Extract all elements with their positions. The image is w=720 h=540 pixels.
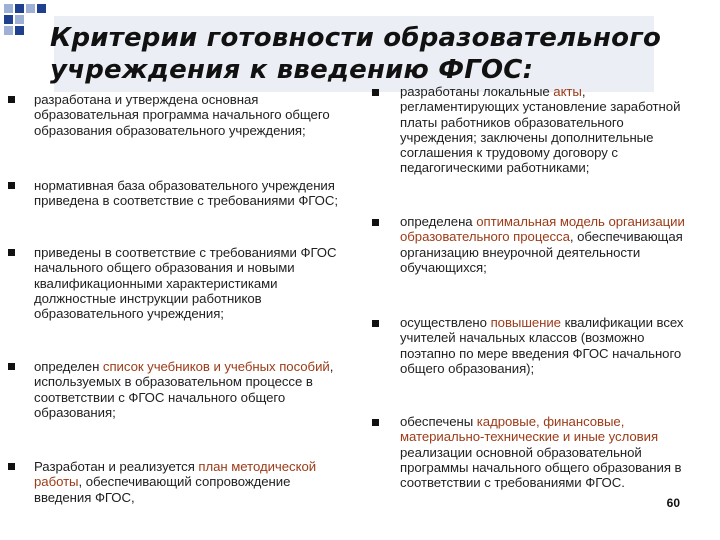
text-fragment: , регламентирующих установление заработной платы работников образовательного учреждения; заключены дополнительные соглашения к трудовому договору с педагогическими работниками;: [400, 84, 681, 176]
bullet-icon: [372, 219, 379, 226]
highlighted-phrase: кадровые, финансовые, материально-технические и иные условия: [400, 414, 659, 445]
bullet-icon: [372, 419, 379, 426]
title-line-2: учреждения к введению ФГОС:: [50, 55, 534, 85]
page-number: 60: [666, 496, 680, 510]
highlighted-phrase: повышение: [490, 315, 561, 330]
text-fragment: квалификации всех учителей начальных классов (возможно поэтапно по мере введения ФГОС начального общего образования);: [400, 315, 684, 376]
list-item-text: [400, 414, 692, 490]
bullet-icon: [8, 182, 15, 189]
bullet-icon: [372, 89, 379, 96]
list-item-text: [34, 359, 348, 420]
text-fragment: реализации основной образовательной программы начального общего образования в соответствии с требованиями ФГОС.: [400, 444, 682, 491]
list-item-text: [34, 459, 348, 505]
text-fragment: Разработан и реализуется: [34, 459, 199, 474]
list-item-text: [34, 92, 348, 138]
bullet-icon: [372, 320, 379, 327]
bullet-icon: [8, 96, 15, 103]
list-item-text: [400, 315, 692, 376]
text-fragment: , используемых в образовательном процессе в соответствии с ФГОС начального общего образования;: [34, 359, 334, 420]
text-fragment: определен: [34, 359, 103, 374]
bullet-icon: [8, 249, 15, 256]
highlighted-phrase: оптимальная модель организации образовательного процесса: [400, 214, 685, 245]
text-fragment: обеспечены: [400, 414, 477, 429]
highlighted-phrase: список учебников и учебных пособий: [102, 359, 330, 374]
slide-title: [34, 14, 674, 90]
list-item-text: [34, 245, 348, 321]
bullet-icon: [8, 363, 15, 370]
text-fragment: нормативная база образовательного учреждения приведена в соответствие с требованиями ФГОС;: [34, 178, 338, 209]
text-fragment: , обеспечивающая организацию внеурочной деятельности обучающихся;: [400, 229, 683, 275]
text-fragment: разработана и утверждена основная образовательная программа начального общего образования образовательного учреждения;: [34, 92, 330, 138]
text-fragment: , обеспечивающий сопровождение введения ФГОС,: [34, 474, 291, 505]
highlighted-phrase: акты: [553, 84, 582, 99]
list-item-text: [34, 178, 348, 209]
bullet-icon: [8, 463, 15, 470]
text-fragment: определена: [400, 214, 477, 229]
title-text: [50, 22, 661, 86]
text-fragment: разработаны локальные: [400, 84, 554, 99]
text-fragment: приведены в соответствие с требованиями ФГОС начального общего образования и новыми квалификационными характеристиками должностные инструкции работников образовательного учреждения;: [34, 245, 337, 322]
text-fragment: осуществлено: [400, 315, 491, 330]
title-line-1: Критерии готовности образовательного: [50, 23, 662, 53]
list-item-text: [400, 214, 692, 275]
list-item-text: [400, 84, 692, 176]
highlighted-phrase: план методической работы: [34, 459, 317, 490]
